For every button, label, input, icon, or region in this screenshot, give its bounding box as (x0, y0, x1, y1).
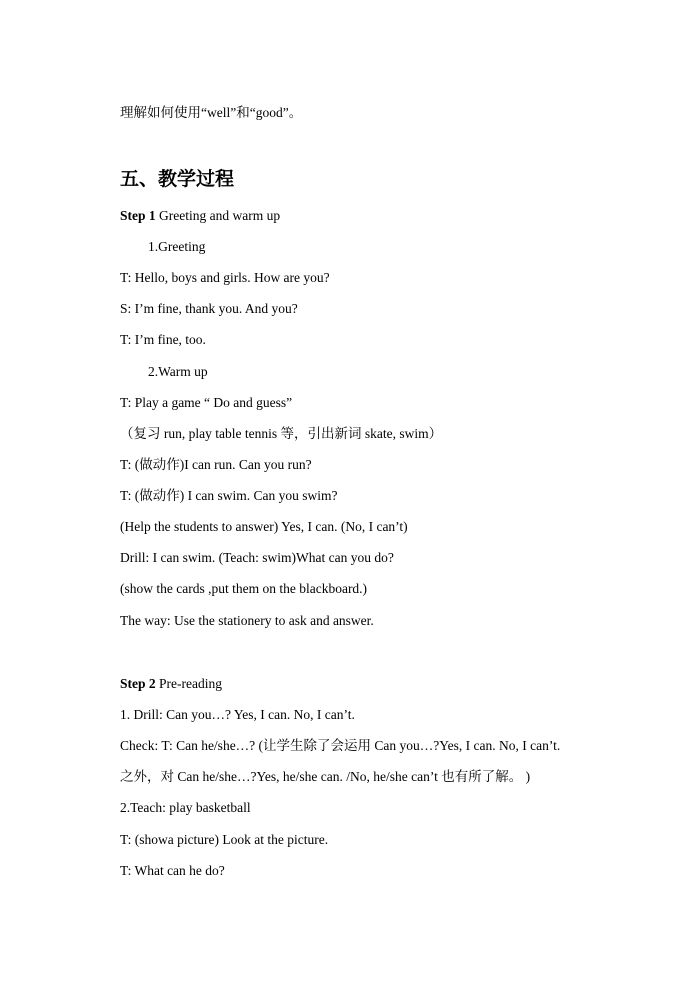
section-heading: 五、教学过程 (120, 169, 235, 190)
dialogue-line: T: (showa picture) Look at the picture. (120, 832, 329, 847)
note-line: （复习 run, play table tennis 等，引出新词 skate, swim） (120, 426, 443, 441)
drill-line: 1. Drill: Can you…? Yes, I can. No, I can’t. (120, 707, 355, 722)
step1-title (120, 207, 280, 225)
note-line: (show the cards ,put them on the blackboard.) (120, 581, 368, 596)
warmup-subtitle: 2.Warm up (148, 364, 208, 379)
dialogue-line: (Help the students to answer) Yes, I can. (No, I can’t) (120, 519, 408, 534)
dialogue-line: T: Play a game “ Do and guess” (120, 395, 293, 410)
step1-text: Greeting and warm up (155, 208, 281, 223)
dialogue-line: T: Hello, boys and girls. How are you? (120, 270, 330, 285)
dialogue-line: T: (做动作)I can run. Can you run? (120, 457, 312, 472)
step2-title (120, 675, 222, 693)
dialogue-line: T: (做动作) I can swim. Can you swim? (120, 488, 338, 503)
step2-text: Pre-reading (155, 676, 222, 691)
check-line-continued: 之外，对 Can he/she…?Yes, he/she can. /No, he/she can’t 也有所了解。 ) (120, 769, 531, 784)
check-line: Check: T: Can he/she…? (让学生除了会运用 Can you…?Yes, I can. No, I can’t. (120, 738, 561, 753)
method-line: The way: Use the stationery to ask and answer. (120, 613, 374, 628)
intro-line: 理解如何使用“well”和“good”。 (120, 105, 303, 120)
drill-line: Drill: I can swim. (Teach: swim)What can you do? (120, 550, 394, 565)
step1-label: Step 1 (120, 208, 156, 223)
dialogue-line: T: What can he do? (120, 863, 225, 878)
greeting-subtitle: 1.Greeting (148, 239, 206, 254)
dialogue-line: T: I’m fine, too. (120, 332, 206, 347)
step2-label: Step 2 (120, 676, 156, 691)
dialogue-line: S: I’m fine, thank you. And you? (120, 301, 298, 316)
teach-line: 2.Teach: play basketball (120, 800, 251, 815)
